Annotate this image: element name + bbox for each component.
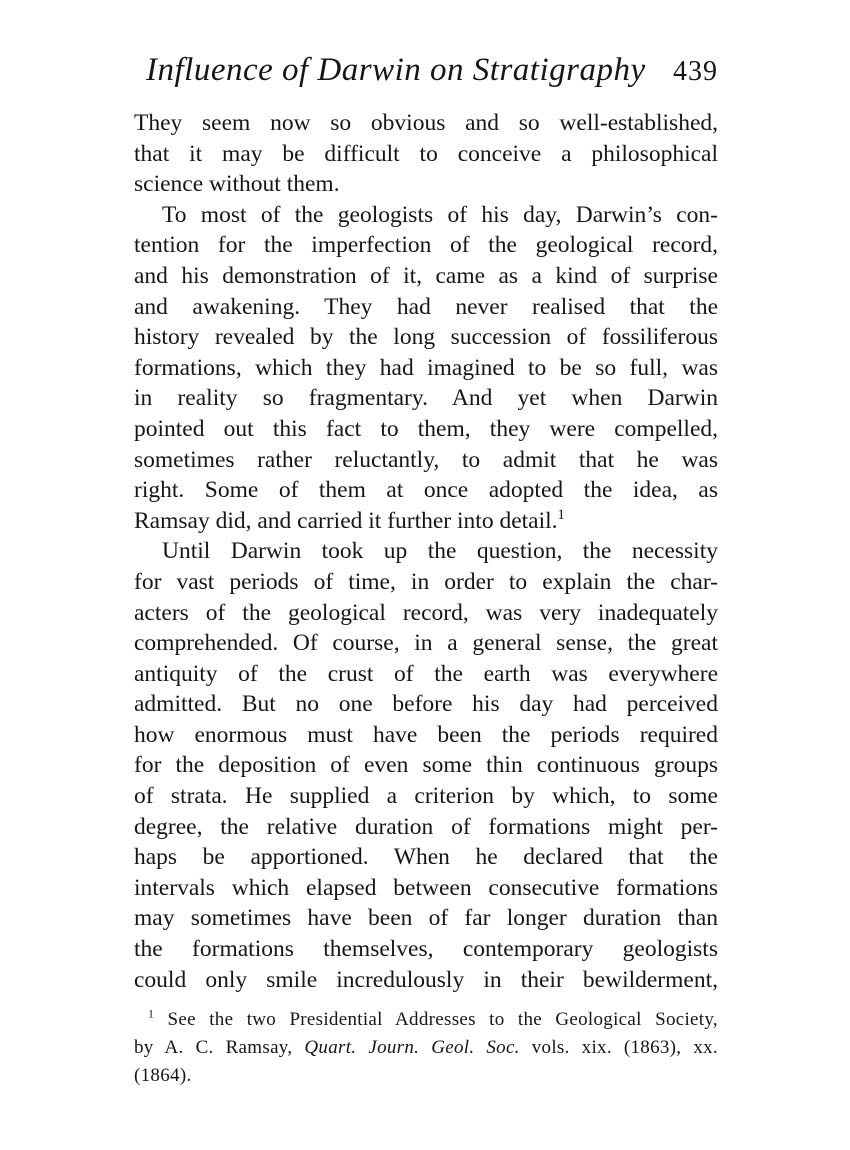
text-line: that it may be difficult to conceive a philosophical [134, 140, 718, 167]
text-line: the formations themselves, contemporary geologists [134, 936, 718, 963]
text-line: science without them. [134, 171, 340, 198]
text-line: Until Darwin took up the question, the necessity [162, 538, 718, 565]
text-line-with-footnote-ref [134, 506, 718, 537]
text-line: comprehended. Of course, in a general sense, the great [134, 630, 718, 657]
text-line: pointed out this fact to them, they were compelled, [134, 415, 718, 442]
footnote-line [134, 1006, 718, 1034]
footnote-line [134, 1034, 718, 1062]
text-line: could only smile incredulously in their bewilderment, [134, 966, 718, 993]
body-text [134, 108, 718, 995]
text-line: intervals which elapsed between consecutive formations [134, 874, 718, 901]
text-line: acters of the geological record, was very inadequately [134, 599, 718, 626]
text-line: haps be apportioned. When he declared that the [134, 844, 718, 871]
text-line-content: Ramsay did, and carried it further into detail. [134, 507, 558, 534]
running-title: Influence of Darwin on Stratigraphy [146, 52, 646, 88]
text-line: and his demonstration of it, came as a kind of surprise [134, 262, 718, 289]
footnote-marker: 1 [148, 1007, 155, 1021]
page-number: 439 [673, 56, 718, 87]
text-line: and awakening. They had never realised that the [134, 293, 718, 320]
text-line: sometimes rather reluctantly, to admit that he was [134, 446, 718, 473]
text-line: of strata. He supplied a criterion by which, to some [134, 783, 718, 810]
running-head [146, 52, 718, 96]
footnote-line: (1864). [134, 1065, 192, 1086]
text-line: right. Some of them at once adopted the idea, as [134, 477, 718, 504]
text-line: in reality so fragmentary. And yet when Darwin [134, 385, 718, 412]
footnote-text: by A. C. Ramsay, [134, 1037, 293, 1058]
text-line: may sometimes have been of far longer duration than [134, 905, 718, 932]
text-line: admitted. But no one before his day had perceived [134, 691, 718, 718]
footnote-reference: 1 [557, 506, 565, 523]
text-line: antiquity of the crust of the earth was everywhere [134, 660, 718, 687]
text-line: history revealed by the long succession of fossiliferous [134, 324, 718, 351]
text-line: for vast periods of time, in order to explain the char- [134, 568, 718, 595]
text-line: To most of the geologists of his day, Darwin’s con- [162, 201, 718, 228]
text-line: They seem now so obvious and so well-established, [134, 110, 718, 136]
text-line: formations, which they had imagined to be so full, was [134, 354, 718, 381]
footnotes [134, 1006, 718, 1090]
text-line: how enormous must have been the periods required [134, 721, 718, 748]
text-line: tention for the imperfection of the geological record, [134, 232, 718, 259]
text-line: for the deposition of even some thin continuous groups [134, 752, 718, 779]
text-line: degree, the relative duration of formations might per- [134, 813, 718, 840]
footnote-text: vols. xix. (1863), xx. [531, 1037, 718, 1058]
journal-title: Quart. Journ. Geol. Soc. [304, 1037, 520, 1058]
footnote-text: See the two Presidential Addresses to the Geological Society, [167, 1009, 718, 1030]
